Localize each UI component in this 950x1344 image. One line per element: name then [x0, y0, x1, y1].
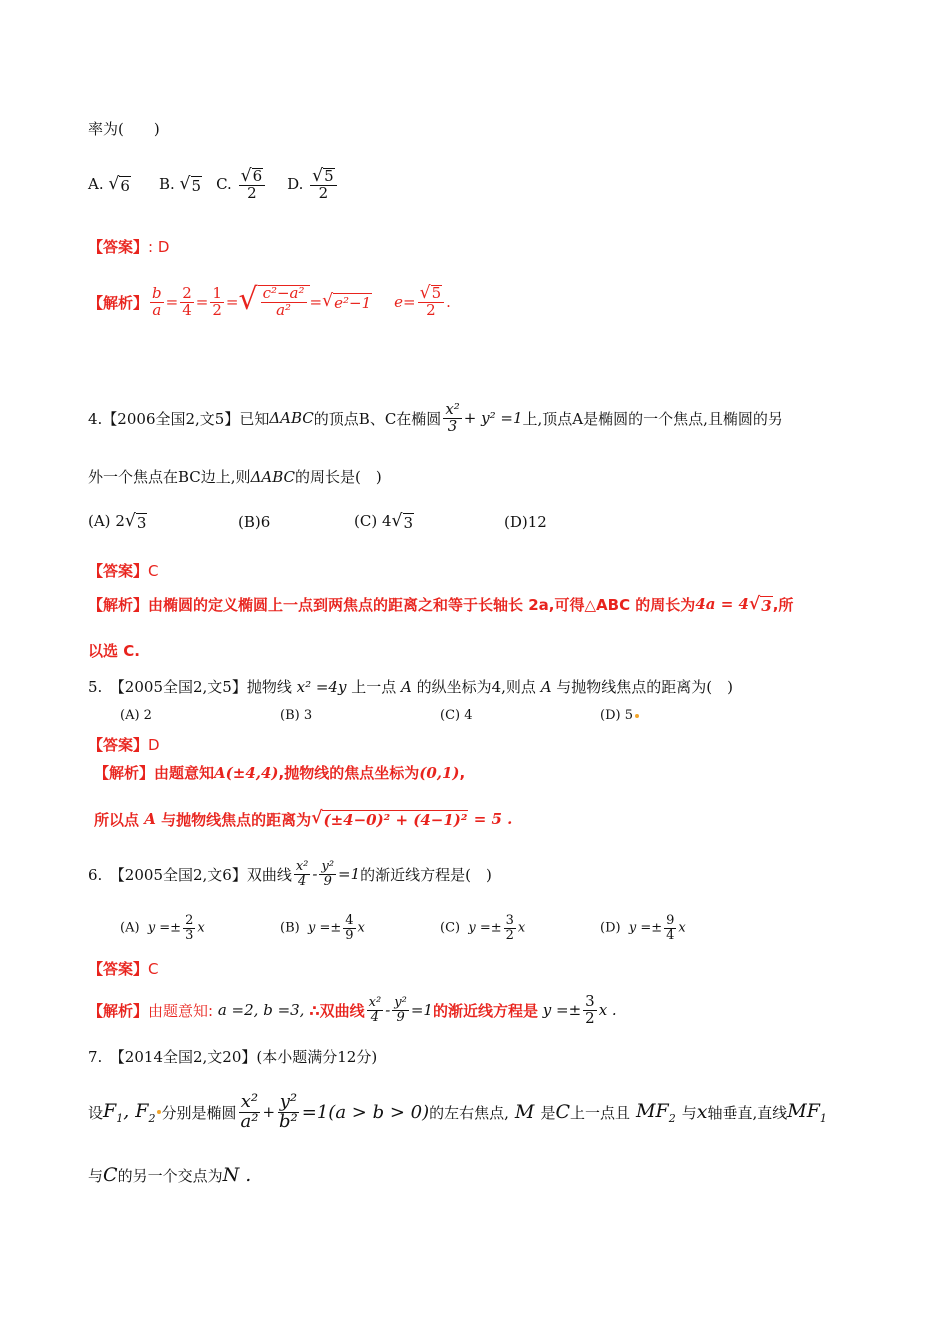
q6-option-d: (D) y =± $\frac{9}{4}$ x — [600, 912, 686, 943]
q3-analysis: 【解析】 $\frac{b}{a}$ = $\frac{2}{4}$ = $\frac{1}{2}$ = √ $\frac{\text{c²−a²}}{\text{a²}}$ = √ e²−1 e = √ 5 2 . — [88, 282, 451, 320]
q5-options — [120, 708, 639, 723]
q3-answer: 【答案】 : D — [88, 237, 170, 256]
q6-analysis: 【解析】 由题意知: a =2, b =3, ∴双曲线 $\frac{\text{x²}}{4}$ - $\frac{\text{y²}}{9}$ =1 的渐近线方程是 y =± $\frac{3}{2}$ x . — [88, 991, 617, 1027]
q5-option-c: (C) 4 — [440, 708, 473, 723]
q4-option-a: (A) 2 √ 3 — [88, 511, 147, 532]
q5-option-a: (A) 2 — [120, 708, 152, 723]
q5-analysis-line2: 所以点 A 与抛物线焦点的距离为 √ (±4−0)² + (4−1)² = 5 . — [94, 807, 513, 829]
q5-stem: 5. 【2005全国2,文5】抛物线 x² =4y 上一点 A 的纵坐标为4,则点 A 与抛物线焦点的距离为( ) — [88, 677, 734, 696]
q5-option-d: (D) 5 — [600, 708, 633, 723]
q6-option-c: (C) y =± $\frac{3}{2}$ x — [440, 912, 526, 943]
q4-option-c: (C) 4 √ 3 — [354, 511, 414, 532]
q6-option-a: (A) y =± $\frac{2}{3}$ x — [120, 912, 205, 943]
q4-stem-line1: 4.【2006全国2,文5】已知 ΔABC 的顶点B、C在椭圆 $\frac{\text{x²}}{3}$ + y² =1 上,顶点A是椭圆的一个焦点,且椭圆的另 — [88, 399, 783, 435]
q7-line2: 与 C 的另一个交点为 N . — [88, 1164, 252, 1186]
q4-option-b: (B)6 — [238, 513, 271, 531]
q6-option-b: (B) y =± $\frac{4}{9}$ x — [280, 912, 365, 943]
q5-answer: 【答案】 D — [88, 735, 160, 754]
q6-options — [120, 908, 686, 948]
q4-analysis-line1: 【解析】 由椭圆的定义椭圆上一点到两焦点的距离之和等于长轴长 2a,可得△ABC 的周长为 4a = 4 √ 3 ,所 — [88, 593, 794, 615]
q3-options — [88, 160, 339, 210]
q4-option-d: (D)12 — [504, 513, 547, 531]
q7-stem: 7. 【2014全国2,文20】(本小题满分12分) — [88, 1048, 378, 1066]
q3-option-a: A. √ 6 — [88, 174, 130, 195]
q3-option-b: B. √ 5 — [158, 174, 202, 195]
q3-stem-tail: 率为( ) — [88, 120, 160, 138]
q5-analysis-line1: 【解析】 由题意知 A(±4,4) ,抛物线的焦点坐标为 (0,1) , — [94, 763, 466, 782]
q6-answer: 【答案】 C — [88, 959, 159, 978]
q4-answer: 【答案】 C — [88, 561, 159, 580]
q3-option-c: C. √ 6 2 — [216, 168, 267, 202]
q6-stem: 6. 【2005全国2,文6】双曲线 $\frac{\text{x²}}{4}$ - $\frac{\text{y²}}{9}$ =1 的渐近线方程是( ) — [88, 858, 492, 889]
q4-analysis-line2: 以选 C. — [88, 642, 140, 660]
q4-options — [88, 504, 547, 540]
q5-option-b: (B) 3 — [280, 708, 313, 723]
q4-stem-line2: 外一个焦点在BC边上,则 ΔABC 的周长是( ) — [88, 467, 382, 486]
q7-line1: 设 $F_1$, $F_2$ 分别是椭圆 $\frac{\text{x²}}{\text{a²}}$ + $\frac{\text{y²}}{\text{b²}}$ =1(a > b > 0) 的左右焦点, M 是 C 上一点且 $MF_2$ 与 x 轴垂直,直线 $MF_1$ — [88, 1090, 827, 1132]
q3-option-d: D. √ 5 2 — [287, 168, 339, 202]
